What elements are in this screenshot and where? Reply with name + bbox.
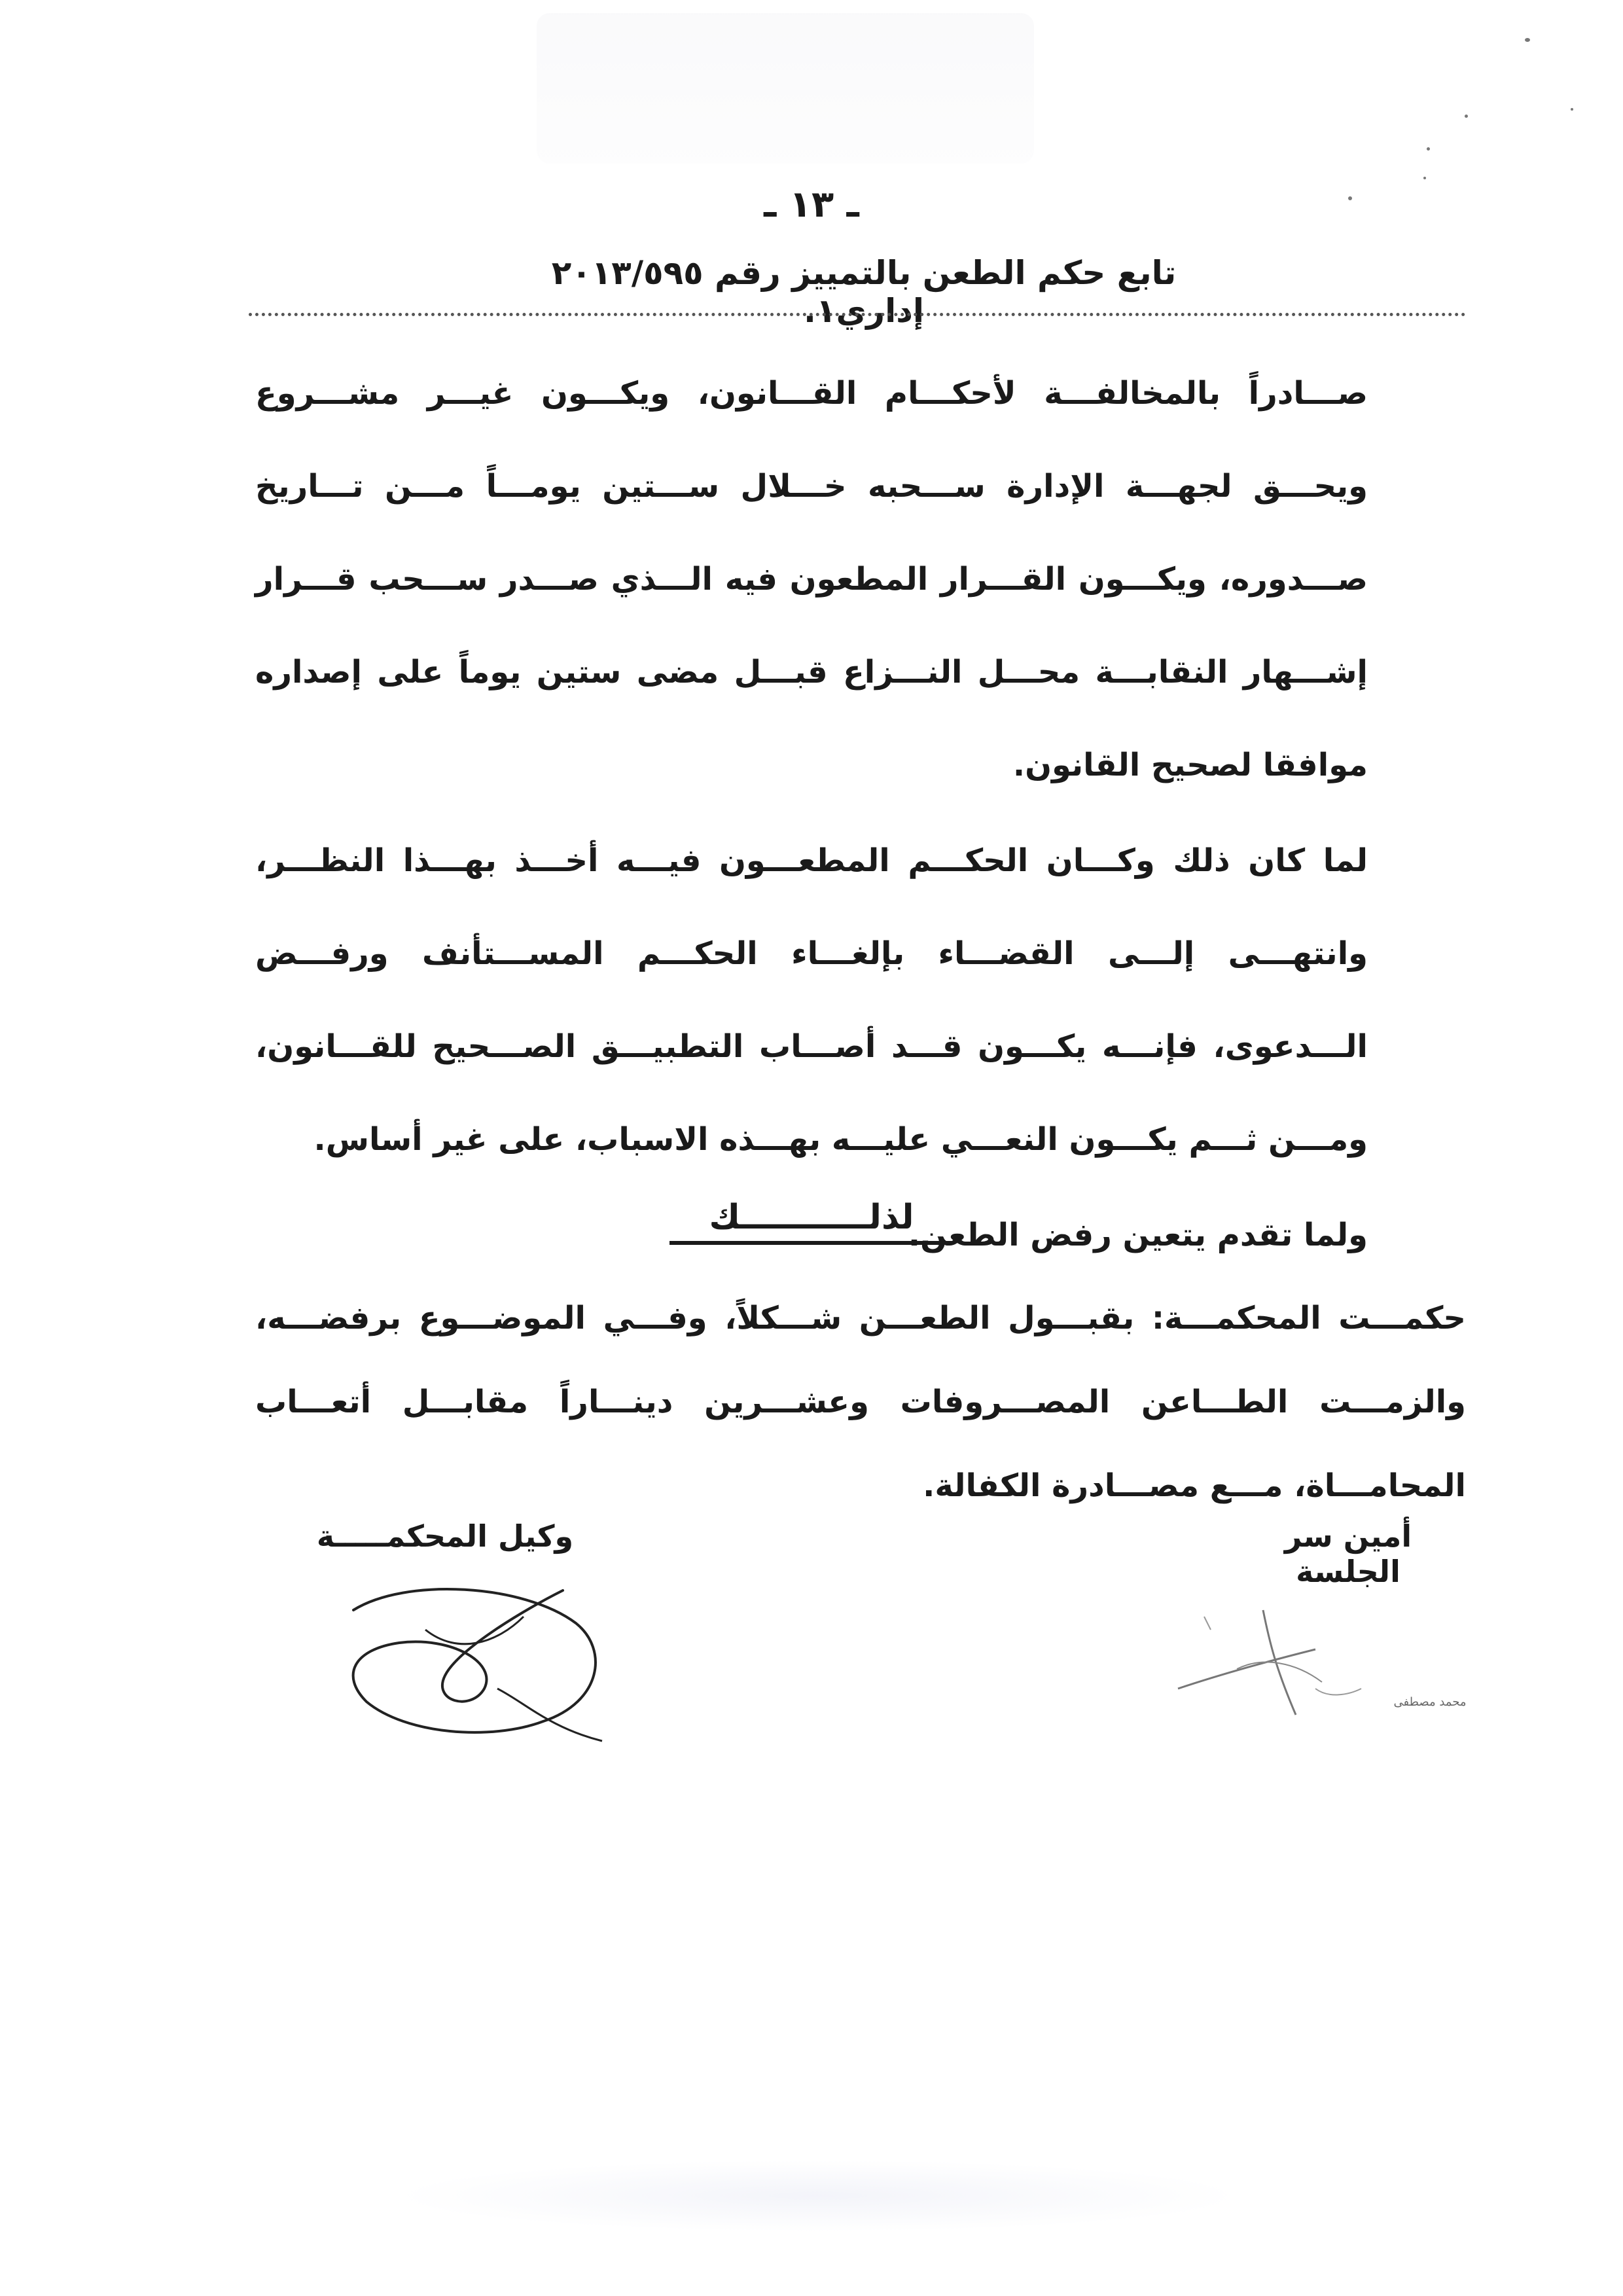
scan-speck bbox=[1571, 108, 1573, 111]
page-number: ـ ١٣ ـ bbox=[764, 183, 859, 226]
ruling-heading-text: لذلـــــــــــك bbox=[669, 1198, 953, 1245]
scan-smudge bbox=[393, 2160, 1243, 2232]
scan-speck bbox=[1423, 177, 1426, 179]
paragraph-3: ولما تقدم يتعين رفض الطعن. bbox=[908, 1217, 1368, 1253]
paragraph-2: لما كان ذلك وكـــان الحكـــم المطعـــون فيـــه أخـــذ بهـــذا النظـــر، وانتهـــى إلـــى القضـــاء بإلغـــاء الحكـــم المســـتأنف ورفـــض الـــدعوى، فإنـــه يكـــون قـــد أصـــاب التطبيـــق الصـــحيح للقـــانون، ومـــن ثـــم يكـــون النعـــي عليـــه بهـــذه الاسباب، على غير أساس. bbox=[255, 842, 1368, 1158]
session-secretary-title: أمين سر الجلسة bbox=[1284, 1518, 1412, 1589]
ruling-heading bbox=[0, 1198, 1623, 1237]
scan-speck bbox=[1427, 147, 1430, 151]
judgment-body bbox=[255, 347, 1368, 1282]
secretary-name-caption: محمد مصطفى bbox=[1393, 1695, 1467, 1709]
court-deputy-title: وكيل المحكمـــــة bbox=[316, 1518, 574, 1554]
session-secretary-signature bbox=[1165, 1590, 1374, 1734]
faded-letterhead bbox=[537, 13, 1034, 164]
scan-speck bbox=[1348, 196, 1352, 200]
ruling-text: حكمـــت المحكمـــة: بقبـــول الطعـــن شـــكلاً، وفـــي الموضـــوع برفضـــه، والزمـــت الطـــاعن المصـــروفات وعشـــرين دينـــاراً مقابـــل أتعـــاب المحامـــاة، مـــع مصـــادرة الكفالة. bbox=[255, 1300, 1466, 1504]
paragraph-1: صـــادراً بالمخالفـــة لأحكـــام القـــانون، ويكـــون غيـــر مشـــروع ويحـــق لجهـــة الإدارة ســـحبه خـــلال ســـتين يومـــاً مـــن تـــاريخ صـــدوره، ويكـــون القـــرار المطعون فيه الـــذي صـــدر ســـحب قـــرار إشـــهار النقابـــة محـــل النـــزاع قبـــل مضى ستين يوماً على إصداره موافقا لصحيح القانون. bbox=[255, 375, 1368, 783]
case-reference-header: تابع حكم الطعن بالتمييز رقم ٢٠١٣/٥٩٥ إداري١. bbox=[551, 254, 1177, 330]
court-deputy-signature bbox=[327, 1571, 641, 1767]
header-divider bbox=[249, 313, 1466, 316]
scan-speck bbox=[1525, 38, 1530, 42]
scan-speck bbox=[1465, 115, 1468, 118]
